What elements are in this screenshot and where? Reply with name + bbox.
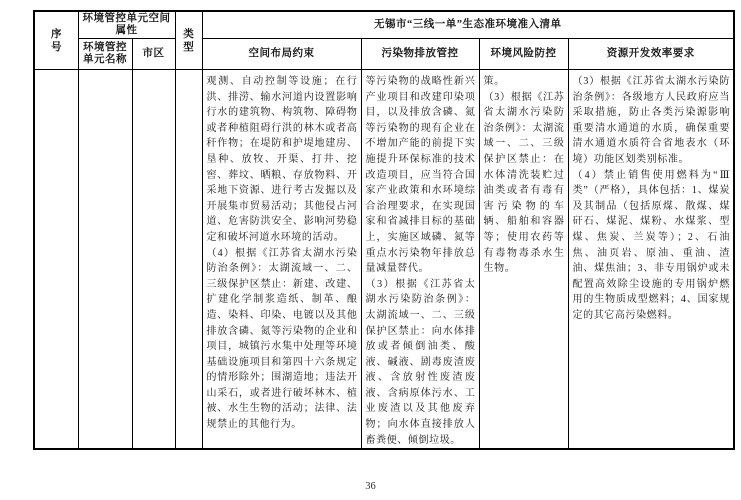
header-district: 市区: [132, 39, 175, 70]
eco-access-table: [33, 10, 735, 450]
header-serial: [34, 11, 78, 70]
header-spatial-constraint: 空间布局约束: [202, 39, 361, 70]
cell-type: [175, 70, 202, 450]
spatial-constraint-paragraph-2: （4）根据《江苏省太湖水污染防治条例》：太湖流域一、二、三级保护区禁止：新建、改建、扩建化学制浆造纸、制革、酿造、染料、印染、电镀以及其他排放含磷、氮等污染物的企业和项目，城镇污水集中处理等环境基础设施项目和第四十六条规定的情形除外；围湖造地；违法开山采石，或者进行破坏林木、植被、水生生物的活动；法律、法规禁止的其他行为。: [206, 247, 358, 431]
cell-risk-prevention: [479, 70, 568, 450]
header-type: [175, 11, 202, 70]
header-unit-name: 环境管控单元名称: [78, 39, 132, 70]
header-pollutant-control: 污染物排放管控: [361, 39, 479, 70]
cell-pollutant-control: [361, 70, 479, 450]
pollutant-control-paragraph-1: 等污染物的战略性新兴产业项目和改建印染项目，以及排放含磷、氮等污染物的现有企业在不增加产能的前提下实施提升环保标准的技术改造项目，应当符合国家产业政策和水环境综合治理要求，在实现国家和省减排目标的基础上，实施区域磷、氮等重点水污染物年排放总量减量替代。: [365, 76, 476, 275]
cell-serial: [34, 70, 78, 450]
page-number: 36: [365, 481, 376, 492]
cell-spatial-constraint: [202, 70, 361, 450]
header-risk-prevention: 环境风险防控: [479, 39, 568, 70]
risk-prevention-paragraph-2: （3）根据《江苏省太湖水污染防治条例》：太湖流域一、二、三级保护区禁止：在水体清洗装贮过油类或者有毒有害污染物的车辆、船舶和容器等；使用农药等有毒物毒杀水生生物。: [483, 91, 565, 275]
cell-district: [132, 70, 175, 450]
resource-efficiency-paragraph-2: （4）禁止销售使用燃料为“Ⅲ类”（严格），具体包括：1、煤炭及其制品（包括原煤、散煤、煤矸石、煤泥、煤粉、水煤浆、型煤、焦炭、兰炭等）；2、石油焦、油页岩、原油、重油、渣油、煤焦油；3、非专用锅炉或未配置高效除尘设施的专用锅炉燃用的生物质成型燃料；4、国家规定的其它高污染燃料。: [572, 169, 730, 321]
header-type-label: 类型: [183, 28, 194, 53]
pollutant-control-paragraph-2: （3）根据《江苏省太湖水污染防治条例》：太湖流域一、二、三级保护区禁止：向水体排放或者倾倒油类、酸液、碱液、剧毒废渣废液、含放射性废渣废液、含病原体污水、工业废渣以及其他废弃物；向水体直接排放人畜粪便、倾倒垃圾。: [365, 278, 476, 446]
header-access-list-group: 无锡市“三线一单”生态准环境准入清单: [202, 11, 734, 39]
header-spatial-attr-group: 环境管控单元空间属性: [78, 11, 175, 39]
risk-prevention-paragraph-1: 策。: [483, 76, 505, 87]
spatial-constraint-paragraph-1: 观测、自动控制等设施；在行洪、排涝、输水河道内设置影响行水的建筑物、构筑物、障碍物或者种植阻碍行洪的林木或者高秆作物；在堤防和护堤地建房、垦种、放牧、开渠、打井、挖窖、葬坟、晒粮、存放物料、开采地下资源、进行考古发掘以及开展集市贸易活动；其他侵占河道、危害防洪安全、影响河势稳定和破坏河道水环境的活动。: [206, 76, 358, 243]
cell-unit-name: [78, 70, 132, 450]
header-resource-efficiency: 资源开发效率要求: [568, 39, 734, 70]
cell-resource-efficiency: [568, 70, 734, 450]
resource-efficiency-paragraph-1: （3）根据《江苏省太湖水污染防治条例》：各级地方人民政府应当采取措施，防止各类污染源影响重要清水通道的水质，确保重要清水通道水质符合省地表水（环境）功能区划类别标准。: [572, 76, 730, 165]
header-serial-label: 序号: [51, 28, 62, 53]
table-row: [34, 70, 734, 450]
